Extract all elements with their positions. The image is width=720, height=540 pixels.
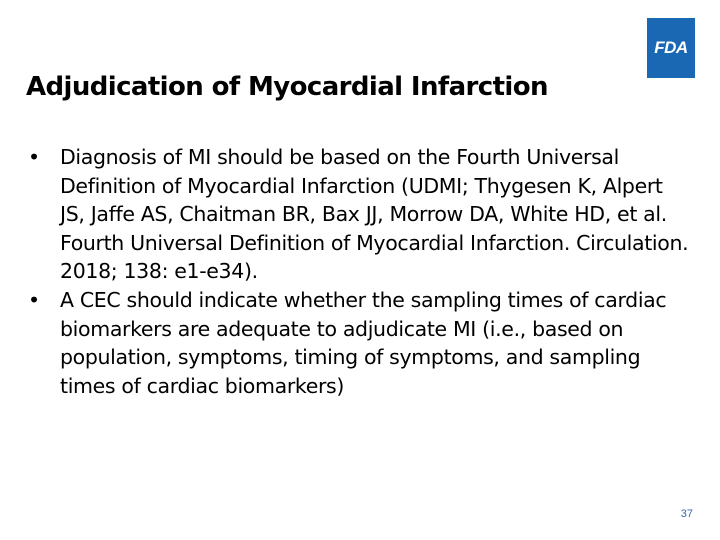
fda-logo (647, 18, 695, 78)
slide-title: Adjudication of Myocardial Infarction (26, 72, 548, 102)
page-number: 37 (680, 508, 693, 520)
bullet-item-cec (28, 286, 693, 400)
bullet-list (28, 143, 693, 400)
bullet-item-udmi (28, 143, 693, 286)
bullet-text: Diagnosis of MI should be based on the Fourth Universal Definition of Myocardial Infarction (UDMI; Thygesen K, Alpert JS, Jaffe AS, Chaitman BR, Bax JJ, Morrow DA, White HD, et al. Fourth Universal Definition of Myocardial Infarction. Circulation. 2018; 138: e1-e34). (60, 145, 689, 284)
bullet-icon: • (28, 145, 40, 169)
fda-logo-text: FDA (654, 38, 688, 57)
bullet-icon: • (28, 287, 40, 312)
bullet-text: A CEC should indicate whether the sampling times of cardiac biomarkers are adequate to adjudicate MI (i.e., based on population, symptoms, timing of symptoms, and sampling times of cardiac biomarkers) (60, 287, 667, 398)
